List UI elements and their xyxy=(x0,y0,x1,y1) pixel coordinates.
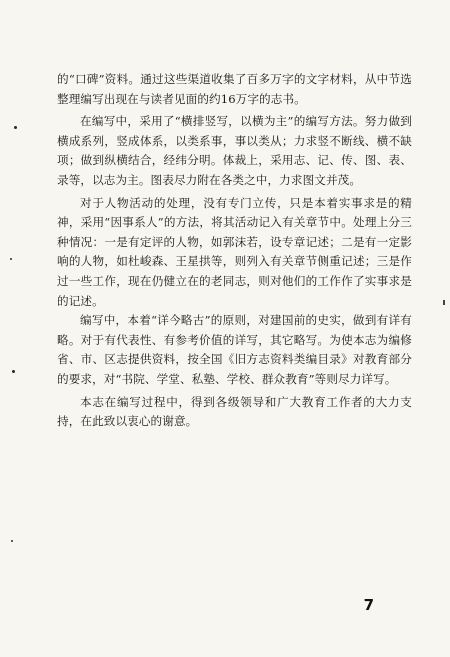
paragraph-1: 的“口碑”资料。通过这些渠道收集了百多万字的文字材料，从中节选整理编写出现在与读者见面的约16万字的志书。 xyxy=(57,72,412,106)
paragraph-3: 对于人物活动的处理，没有专门立传，只是本着实事求是的精神，采用“因事系人”的方法，将其活动记入有关章节中。处理上分三种情况：一是有定评的人物，如郭沫若，设专章记述；二是有一定影响的人物，如杜峻森、王星拱等，则列入有关章节侧重记述；三是作过一些工作，现在仍健立在的老同志，则对他们的工作作了实事求是的记述。 xyxy=(57,195,412,308)
paragraph-5: 本志在编写过程中，得到各级领导和广大教育工作者的大力支持，在此致以衷心的谢意。 xyxy=(57,394,412,429)
paragraph-4: 编写中，本着“详今略古”的原则，对建国前的史实，做到有详有略。对于有代表性、有参考价值的详写，其它略写。为使本志为编修省、市、区志提供资料，按全国《旧方志资料类编目录》对教育部分的要求，对“书院、学堂、私塾、学校、群众教育”等则尽力详写。 xyxy=(57,313,412,386)
page-number: 7 xyxy=(363,596,374,614)
scan-speck xyxy=(10,258,12,260)
scan-speck xyxy=(12,370,15,373)
scan-speck xyxy=(11,540,13,542)
scan-speck xyxy=(14,126,17,129)
body-text xyxy=(57,70,412,432)
paragraph-2: 在编写中，采用了“横排竖写，以横为主”的编写方法。努力做到横成系列，竖成体系，以类系事，事以类从；力求竖不断线、横不缺项；做到纵横结合，经纬分明。体裁上，采用志、记、传、图、表、录等，以志为主。图表尽力附在各类之中，力求图文并茂。 xyxy=(57,114,412,187)
scan-edge-mark xyxy=(443,300,445,305)
